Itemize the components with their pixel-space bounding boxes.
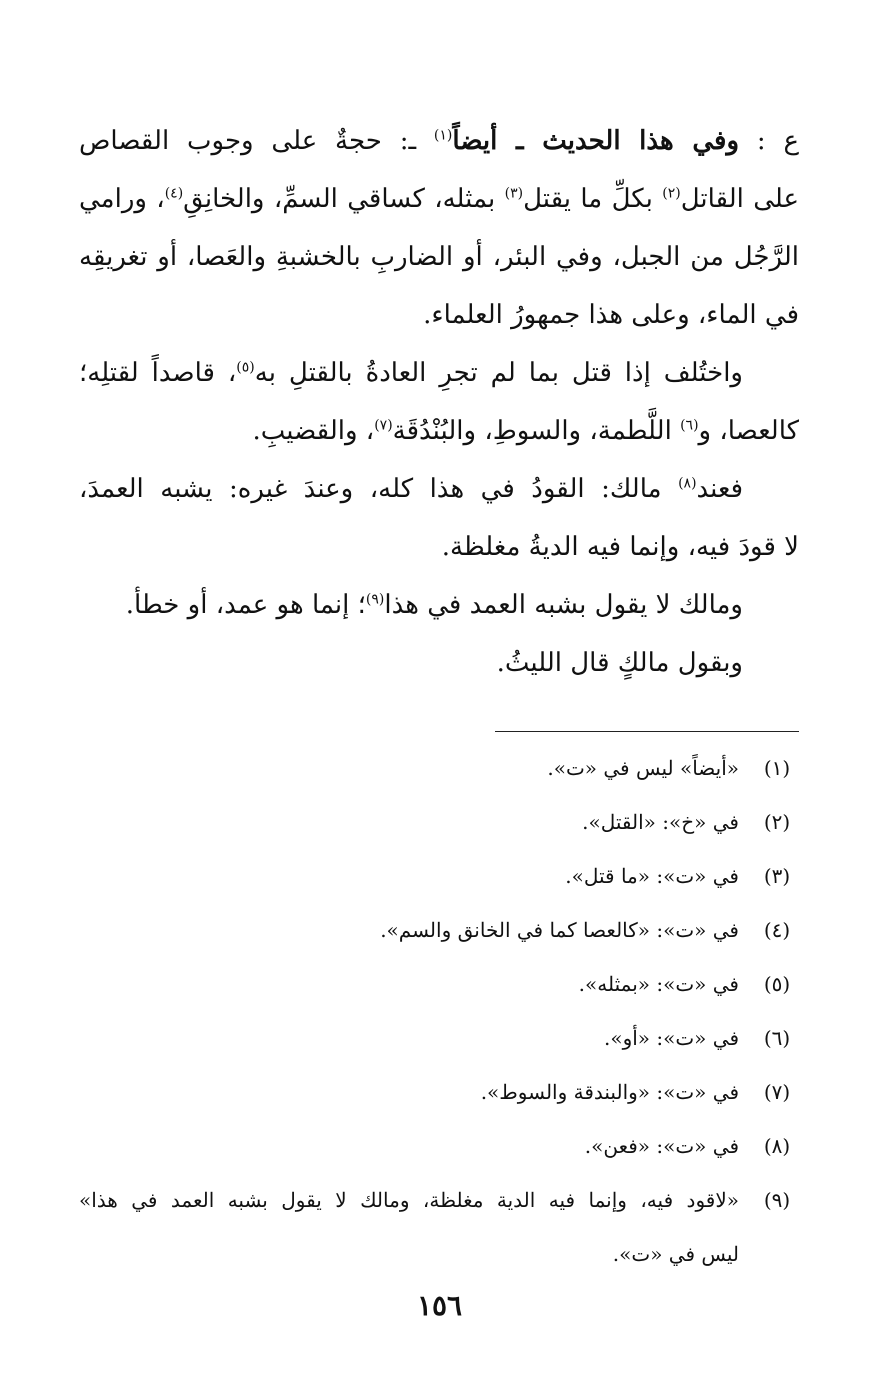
text-line-9 [79,576,799,634]
text-segment: بكلِّ ما يقتل [523,184,663,214]
text-line-2 [79,170,799,228]
footnote-ref-5[interactable]: (٥) [236,359,255,376]
text-line-5 [79,344,799,402]
text-line-6 [79,402,799,460]
footnote-text: في «ت»: «والبندقة والسوط». [480,1080,739,1104]
footnote-number: (١) [763,756,791,780]
text-segment: بمثله، كساقي السمِّ، والخانِقِ [183,184,505,214]
text-segment: فعند [696,474,743,504]
footnotes [79,745,799,1285]
footnote-9 [79,1177,799,1231]
text-segment: ومالك لا يقول بشبه العمد في هذا [384,590,743,620]
footnote-number: (٣) [763,864,791,888]
footnote-ref-6[interactable]: (٦) [680,417,699,434]
footnote-9-continuation [79,1231,799,1285]
text-segment: ، والقضيبِ. [252,416,375,446]
footnote-text: ليس في «ت». [612,1242,739,1266]
text-line-10: وبقول مالكٍ قال الليثُ. [496,648,743,678]
footnote-ref-4[interactable]: (٤) [164,185,184,202]
footnote-1 [79,745,799,799]
text-line-3: الرَّجُل من الجبل، وفي البئر، أو الضاربِ بالخشبةِ والعَصا، أو تغريقِه [79,242,799,272]
footnote-number: (٤) [763,918,791,942]
footnote-text: في «ت»: «ما قتل». [565,864,739,888]
text-segment: كالعصا، و [698,416,799,446]
text-segment: مالك: القودُ في هذا كله، وعندَ غيره: يشبه العمدَ، [79,474,679,504]
text-segment: ، ورامي [79,184,165,214]
footnote-5 [79,961,799,1015]
footnote-number: (٥) [763,972,791,996]
footnote-ref-9[interactable]: (٩) [365,591,385,608]
main-text [79,112,799,692]
page-number: ١٥٦ [416,1289,463,1322]
text-line-7 [79,460,799,518]
speaker-marker: ع : [739,126,799,156]
footnote-ref-3[interactable]: (٣) [504,185,524,202]
footnote-text: في «ت»: «بمثله». [578,972,739,996]
footnote-text: في «ت»: «فعن». [584,1134,739,1158]
footnote-ref-7[interactable]: (٧) [374,417,393,434]
footnote-number: (٨) [763,1134,791,1158]
footnote-8 [79,1123,799,1177]
footnote-2 [79,799,799,853]
footnote-number: (٩) [763,1188,791,1212]
footnote-4 [79,907,799,961]
footnote-text: في «ت»: «أو». [603,1026,739,1050]
footnote-number: (٦) [763,1026,791,1050]
footnote-text: في «خ»: «القتل». [582,810,739,834]
footnote-ref-2[interactable]: (٢) [662,185,681,202]
footnote-text: «أيضاً» ليس في «ت». [547,756,739,780]
footnote-6 [79,1015,799,1069]
text-line-4: في الماء، وعلى هذا جمهورُ العلماء. [423,300,799,330]
footnote-ref-1[interactable]: (١) [433,127,453,144]
footnote-number: (٢) [763,810,791,834]
text-segment: ؛ إنما هو عمد، أو خطأ. [125,590,366,620]
footnote-3 [79,853,799,907]
footnote-divider [495,731,799,732]
text-segment: ، قاصداً لقتلِه؛ [79,358,237,388]
footnote-number: (٧) [763,1080,791,1104]
footnote-text: «لاقود فيه، وإنما فيه الدية مغلظة، ومالك لا يقول بشبه العمد في هذا» [79,1188,739,1212]
text-segment: واختُلف إذا قتل بما لم تجرِ العادةُ بالقتلِ به [254,358,743,388]
text-line-8: لا قودَ فيه، وإنما فيه الديةُ مغلظة. [441,532,799,562]
text-line-1 [79,112,799,170]
text-segment: اللَّطمة، والسوطِ، والبُنْدُقَة [392,416,681,446]
footnote-ref-8[interactable]: (٨) [678,475,697,492]
heading-phrase: وفي هذا الحديث ـ أيضاً [452,126,740,156]
footnote-7 [79,1069,799,1123]
footnote-text: في «ت»: «كالعصا كما في الخانق والسم». [380,918,739,942]
text-segment: على القاتل [680,184,799,214]
text-segment: ـ: حجةٌ على وجوب القصاص [79,126,434,156]
